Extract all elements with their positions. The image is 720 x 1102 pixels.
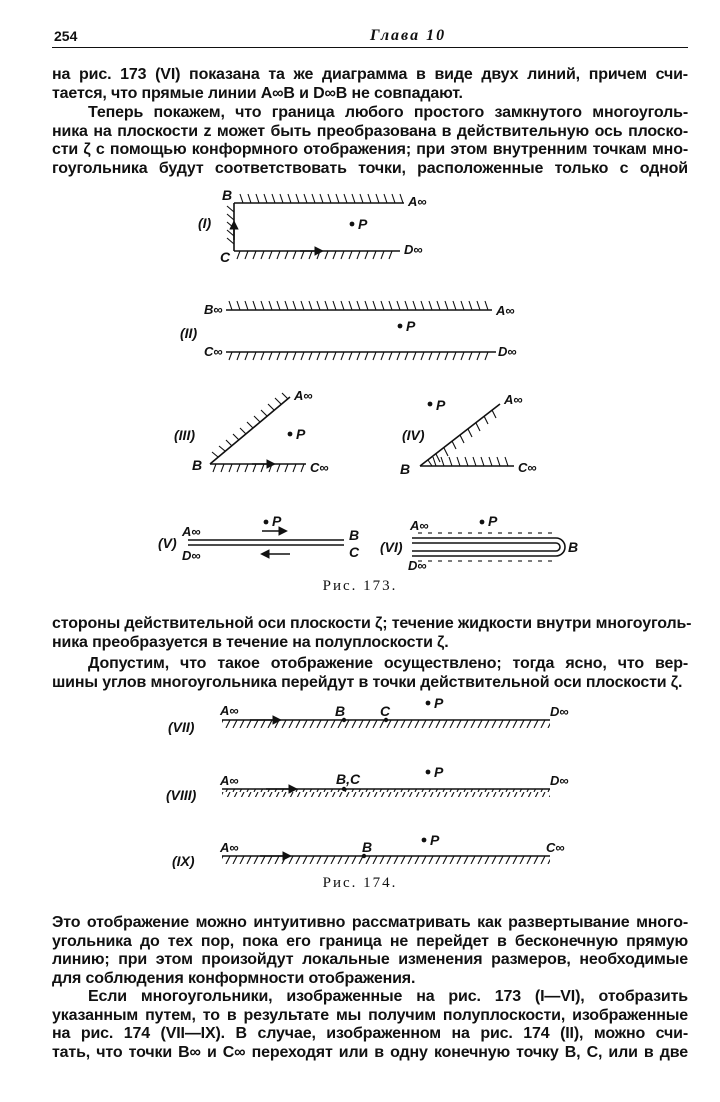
panel-viii xyxy=(166,764,569,803)
label-b: B xyxy=(192,457,203,473)
label-a: A∞ xyxy=(504,392,523,407)
label-i: (I) xyxy=(198,215,212,231)
text-line: на рис. 174 (VII—IX). В случае, изображенном на рис. 174 (II), можно счи- xyxy=(52,1025,688,1043)
label-d: D∞ xyxy=(182,548,201,563)
text-line: указанным путем, то в результате мы получим полуплоскости, изображенные xyxy=(52,1006,688,1024)
label-a: A∞ xyxy=(408,194,427,209)
text-line: угольника до тех пор, пока его граница не перейдет в бесконечную прямую xyxy=(52,932,688,950)
figure-174-caption: Рис. 174. xyxy=(322,875,398,891)
paragraph-6 xyxy=(52,988,688,1062)
label-p: P xyxy=(406,318,416,334)
label-a: A∞ xyxy=(220,773,239,788)
text-line: тать, что точки B∞ и C∞ переходят или в одну конечную точку B, C, или в две xyxy=(52,1043,688,1061)
label-c: C xyxy=(220,249,231,265)
label-vi: (VI) xyxy=(380,539,403,555)
label-viii: (VIII) xyxy=(166,787,197,803)
chapter-title: Глава 10 xyxy=(370,27,447,44)
label-bc: B,C xyxy=(336,771,361,787)
text-line: стороны действительной оси плоскости ζ; течение жидкости внутри многоуголь- xyxy=(52,615,692,632)
page-number: 254 xyxy=(54,28,78,44)
label-b: B∞ xyxy=(204,302,223,317)
label-b: B xyxy=(400,461,411,477)
paragraph-5 xyxy=(52,914,688,988)
label-v: (V) xyxy=(158,535,177,551)
label-p: P xyxy=(272,513,282,529)
text-line: Допустим, что такое отображение осуществлено; тогда ясно, что вер- xyxy=(88,655,688,672)
label-d: D∞ xyxy=(498,344,517,359)
label-c: C xyxy=(380,703,391,719)
text-line: сти ζ с помощью конформного отображения; при этом внутренним точкам мно- xyxy=(52,141,688,159)
label-d: D∞ xyxy=(550,773,569,788)
text-line: линию; при этом произойдут локальные изменения размеров, необходимые xyxy=(52,951,688,969)
label-iii: (III) xyxy=(174,427,195,443)
text-line: ника преобразуется в течение на полуплоскости ζ. xyxy=(52,633,449,651)
label-p: P xyxy=(296,426,306,442)
panel-ix xyxy=(172,832,565,869)
panel-vii xyxy=(168,695,569,735)
label-d: D∞ xyxy=(404,242,423,257)
text-line: шины углов многоугольника перейдут в точки действительной оси плоскости ζ. xyxy=(52,673,683,691)
label-p: P xyxy=(430,832,440,848)
label-p: P xyxy=(434,764,444,780)
text-line: на рис. 173 (VI) показана та же диаграмма в виде двух линий, причем счи- xyxy=(52,66,688,83)
figure-173-caption: Рис. 173. xyxy=(322,578,398,594)
text-line: Это отображение можно интуитивно рассматривать как развертывание много- xyxy=(52,914,688,931)
label-b: B xyxy=(568,539,579,555)
label-p: P xyxy=(434,695,444,711)
label-p: P xyxy=(488,513,498,529)
label-a: A∞ xyxy=(294,388,313,403)
label-a: A∞ xyxy=(220,703,239,718)
label-p: P xyxy=(358,216,368,232)
label-a: A∞ xyxy=(220,840,239,855)
label-d: D∞ xyxy=(408,558,427,573)
label-c: C∞ xyxy=(518,460,537,475)
label-iv: (IV) xyxy=(402,427,425,443)
label-b: B xyxy=(222,187,233,203)
label-vii: (VII) xyxy=(168,719,195,735)
text-line: для соблюдения конформности отображения. xyxy=(52,969,416,987)
label-c: C xyxy=(349,544,360,560)
label-c: C∞ xyxy=(204,344,223,359)
text-line: ника на плоскости z может быть преобразована в действительную ось плоско- xyxy=(52,122,688,140)
label-d: D∞ xyxy=(550,704,569,719)
label-c: C∞ xyxy=(546,840,565,855)
text-line: гоугольника будут соответствовать точки, расположенные только с одной xyxy=(52,159,688,177)
text-line: Теперь покажем, что граница любого простого замкнутого многоуголь- xyxy=(88,104,688,121)
label-ii: (II) xyxy=(180,325,198,341)
label-b: B xyxy=(362,839,373,855)
label-a: A∞ xyxy=(410,518,429,533)
text-line: Если многоугольники, изображенные на рис. 173 (I—VI), отобразить xyxy=(88,988,688,1005)
label-a: A∞ xyxy=(496,303,515,318)
label-ix: (IX) xyxy=(172,853,195,869)
label-c: C∞ xyxy=(310,460,329,475)
label-b: B xyxy=(335,703,346,719)
label-b: B xyxy=(349,527,360,543)
label-a: A∞ xyxy=(182,524,201,539)
text-line: тается, что прямые линии A∞B и D∞B не совпадают. xyxy=(52,84,463,102)
label-p: P xyxy=(436,397,446,413)
